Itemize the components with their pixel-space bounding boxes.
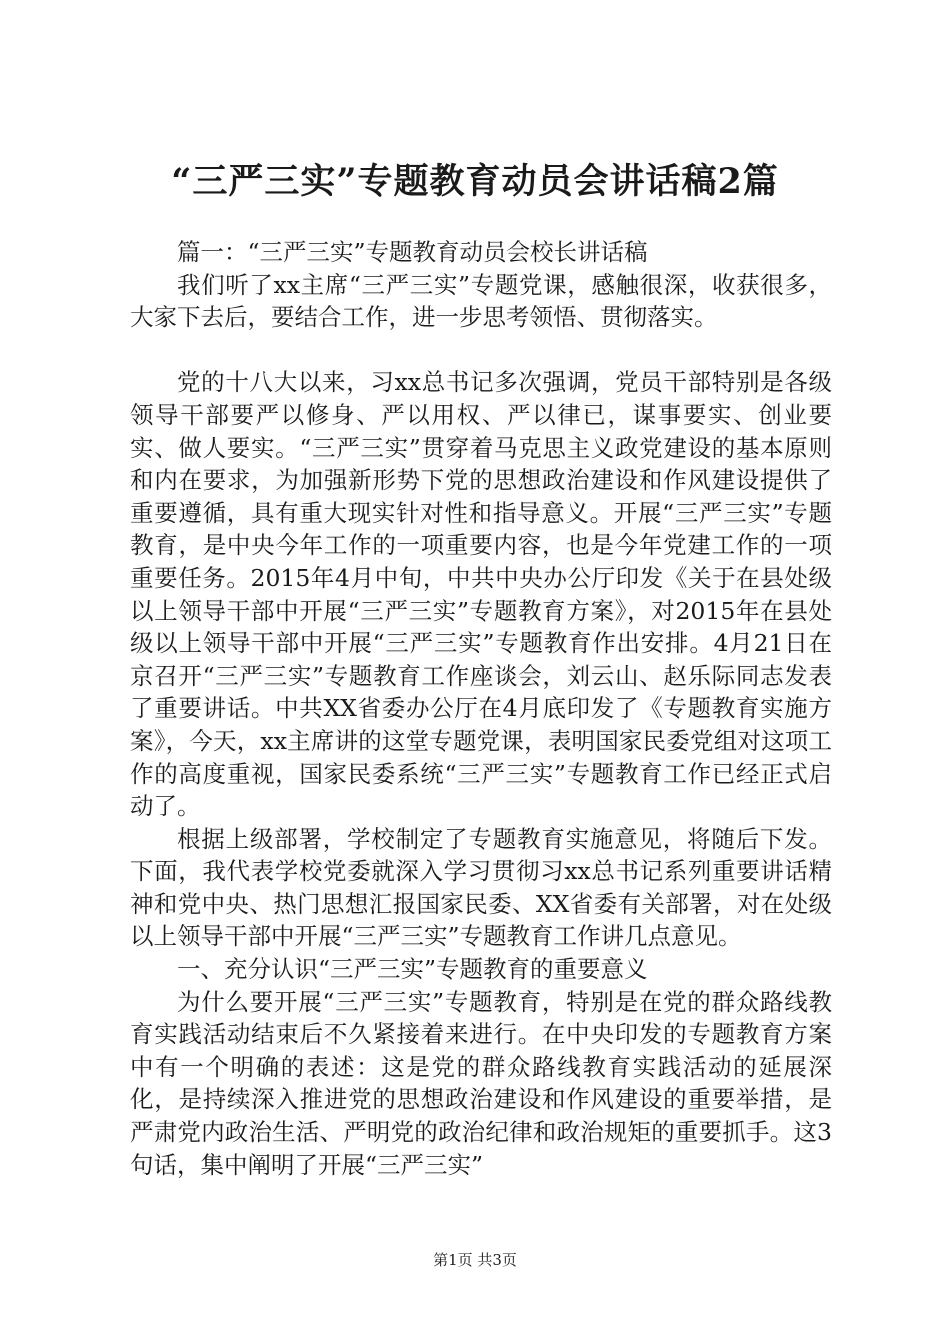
document-title: “三严三实”专题教育动员会讲话稿2篇 (171, 161, 779, 202)
page-footer: 第1页 共3页 (433, 1251, 517, 1269)
section-heading-significance: 一、充分认识“三严三实”专题教育的重要意义 (177, 955, 648, 984)
paragraph-opening: 我们听了xx主席“三严三实”专题党课，感触很深，收获很多，大家下去后，要结合工作，进一步思考领悟、贯彻落实。 (130, 270, 832, 332)
paragraph-significance: 为什么要开展“三严三实”专题教育，特别是在党的群众路线教育实践活动结束后不久紧接着来进行。在中央印发的专题教育方案中有一个明确的表述：这是党的群众路线教育实践活动的延展深化，是持续深入推进党的思想政治建设和作风建设的重要举措，是严肃党内政治生活、严明党的政治纪律和政治规矩的重要抓手。这3句话，集中阐明了开展“三严三实” (130, 987, 832, 1179)
paragraph-background: 党的十八大以来，习xx总书记多次强调，党员干部特别是各级领导干部要严以修身、严以用权、严以律已，谋事要实、创业要实、做人要实。“三严三实”贯穿着马克思主义政党建设的基本原则和内在要求，为加强新形势下党的思想政治建设和作风建设提供了重要遵循，具有重大现实针对性和指导意义。开展“三严三实”专题教育，是中央今年工作的一项重要内容，也是今年党建工作的一项重要任务。2015年4月中旬，中共中央办公厅印发《关于在县处级以上领导干部中开展“三严三实”专题教育方案》，对2015年在县处级以上领导干部中开展“三严三实”专题教育作出安排。4月21日在京召开“三严三实”专题教育工作座谈会，刘云山、赵乐际同志发表了重要讲话。中共XX省委办公厅在4月底印发了《专题教育实施方案》，今天，xx主席讲的这堂专题党课，表明国家民委党组对这项工作的高度重视，国家民委系统“三严三实”专题教育工作已经正式启动了。 (130, 368, 832, 821)
document-body (130, 236, 832, 1181)
paragraph-deployment: 根据上级部署，学校制定了专题教育实施意见，将随后下发。下面，我代表学校党委就深入学习贯彻习xx总书记系列重要讲话精神和党中央、热门思想汇报国家民委、XX省委有关部署，对在处级以上领导干部中开展“三严三实”专题教育工作讲几点意见。 (130, 824, 832, 951)
section-heading-article-one: 篇一：“三严三实”专题教育动员会校长讲话稿 (177, 238, 648, 266)
